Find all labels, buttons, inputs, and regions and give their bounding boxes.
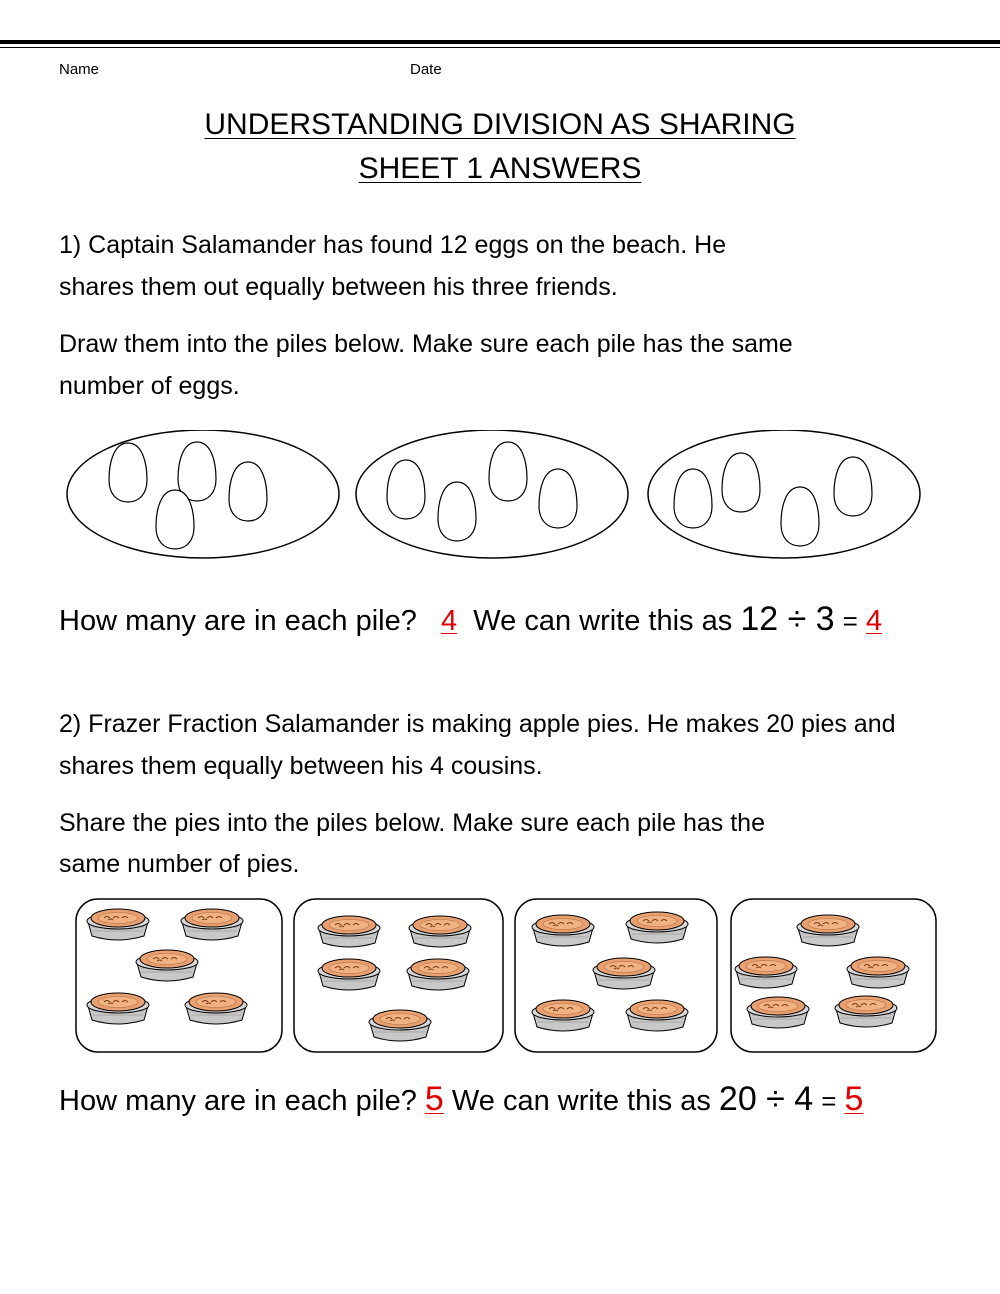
pie-icon — [626, 912, 688, 943]
pie-pile — [294, 899, 503, 1052]
egg-icon — [109, 443, 147, 502]
title-line-1: UNDERSTANDING DIVISION AS SHARING — [204, 108, 796, 141]
egg-piles — [0, 430, 1000, 570]
pie-icon — [185, 993, 247, 1024]
q2-text-line-1: 2) Frazer Fraction Salamander is making apple pies. He makes 20 pies and — [59, 710, 896, 738]
pie-icon — [407, 959, 469, 990]
page-title — [0, 103, 1000, 147]
egg-pile — [648, 430, 920, 558]
pie-icon — [318, 959, 380, 990]
q2-instruction-line-2: same number of pies. — [59, 850, 300, 878]
egg-pile — [67, 430, 339, 558]
pie-icon — [747, 997, 809, 1028]
top-rule-thick — [0, 40, 1000, 44]
q1-expression: 12 ÷ 3 — [740, 600, 835, 638]
q2-answer-line — [59, 1080, 863, 1119]
title-line-2: SHEET 1 ANSWERS — [358, 152, 642, 185]
q2-instruction-line-1: Share the pies into the piles below. Make sure each pile has the — [59, 809, 765, 837]
pie-icon — [136, 950, 198, 981]
egg-icon — [722, 453, 760, 512]
egg-icon — [387, 460, 425, 519]
pie-icon — [532, 1000, 594, 1031]
q1-result: 4 — [865, 605, 883, 637]
q1-answer-line — [59, 600, 882, 639]
top-rule-thin — [0, 47, 1000, 48]
q1-instruction-line-2: number of eggs. — [59, 372, 240, 400]
pie-icon — [626, 1000, 688, 1031]
pie-icon — [532, 915, 594, 946]
pie-icon — [409, 916, 471, 947]
egg-icon — [781, 487, 819, 546]
pie-piles — [0, 895, 1000, 1060]
q2-expression: 20 ÷ 4 — [718, 1080, 814, 1118]
pie-icon — [87, 993, 149, 1024]
q2-question: How many are in each pile? — [59, 1085, 417, 1117]
egg-icon — [539, 469, 577, 528]
pie-pile — [731, 899, 936, 1052]
pie-icon — [87, 909, 149, 940]
q1-text-line-2: shares them out equally between his three friends. — [59, 273, 618, 301]
pie-icon — [318, 916, 380, 947]
egg-icon — [438, 482, 476, 541]
pie-icon — [369, 1010, 431, 1041]
pie-pile — [515, 899, 717, 1052]
egg-icon — [229, 462, 267, 521]
q2-result: 5 — [844, 1080, 864, 1118]
q1-question: How many are in each pile? — [59, 605, 417, 637]
date-label: Date — [410, 61, 442, 78]
q2-text-line-2: shares them equally between his 4 cousins. — [59, 752, 543, 780]
egg-icon — [156, 490, 194, 549]
pie-icon — [181, 909, 243, 940]
pie-icon — [847, 957, 909, 988]
q1-text-line-1: 1) Captain Salamander has found 12 eggs on the beach. He — [59, 231, 727, 259]
pie-icon — [835, 996, 897, 1027]
q1-write-text: We can write this as — [473, 605, 733, 637]
q1-instruction-line-1: Draw them into the piles below. Make sure each pile has the same — [59, 330, 793, 358]
q1-answer: 4 — [441, 605, 458, 637]
egg-pile — [356, 430, 628, 558]
egg-icon — [674, 469, 712, 528]
egg-icon — [489, 442, 527, 501]
page-subtitle — [0, 147, 1000, 191]
q1-equals: = — [842, 606, 858, 636]
pie-icon — [735, 957, 797, 988]
pie-icon — [593, 958, 655, 989]
name-label: Name — [59, 61, 100, 78]
egg-icon — [178, 442, 216, 501]
pie-icon — [797, 915, 859, 946]
egg-icon — [834, 457, 872, 516]
pie-pile — [76, 899, 282, 1052]
q2-write-text: We can write this as — [451, 1085, 711, 1117]
q2-answer: 5 — [424, 1080, 444, 1118]
q2-equals: = — [821, 1086, 837, 1116]
